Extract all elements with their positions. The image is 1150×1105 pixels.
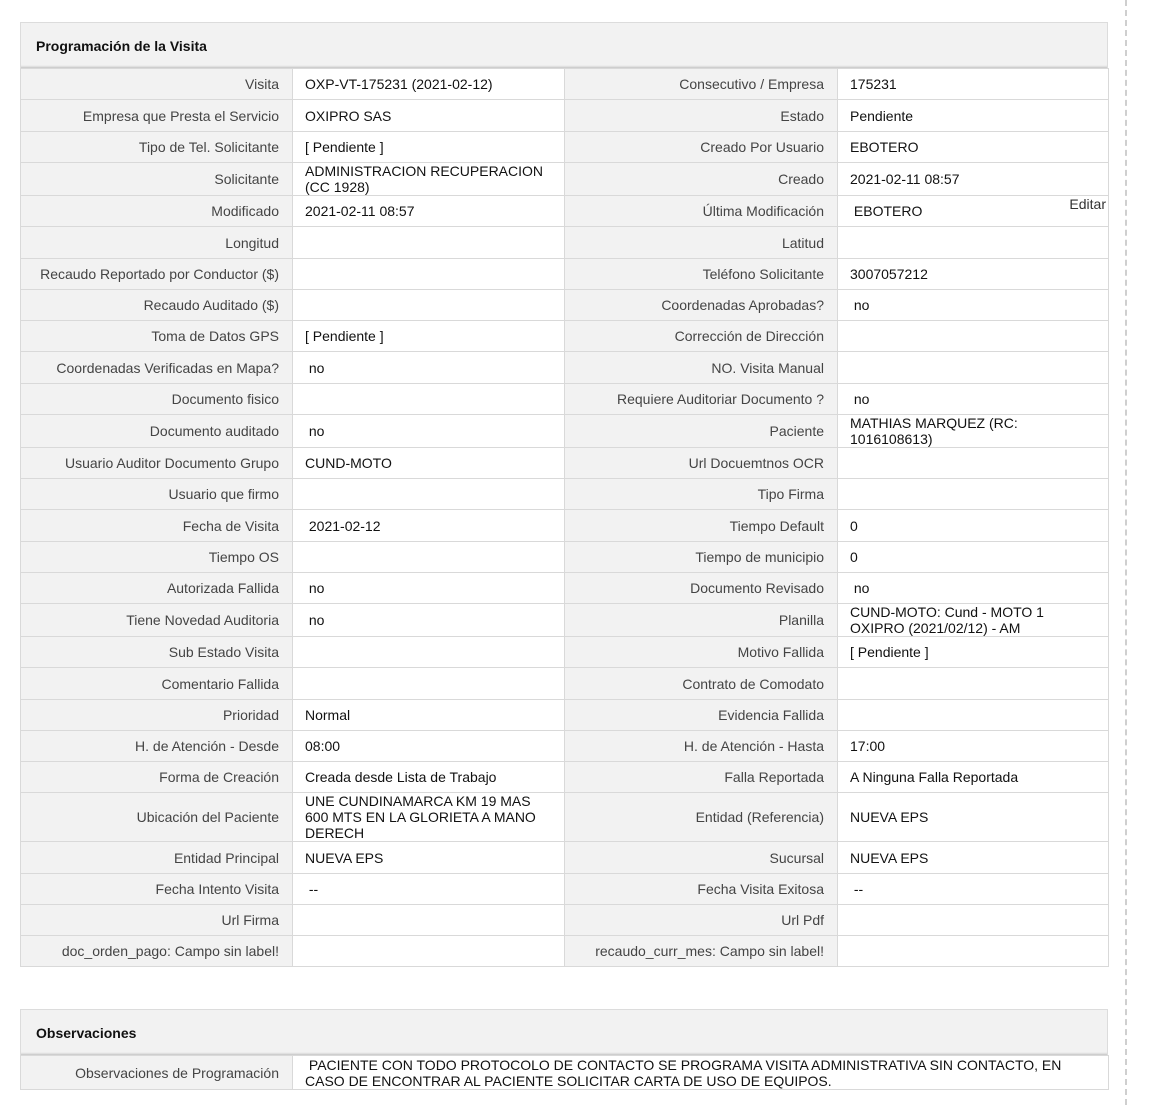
field-value [293, 700, 565, 731]
field-value [838, 542, 1109, 573]
field-label [21, 905, 293, 936]
field-label [565, 604, 838, 637]
table-row [21, 700, 1109, 731]
field-value [293, 542, 565, 573]
field-label [565, 290, 838, 321]
field-value [293, 163, 565, 196]
table-row [21, 259, 1109, 290]
field-value [838, 227, 1109, 259]
field-label [565, 100, 838, 132]
field-value [838, 510, 1109, 542]
field-label [21, 352, 293, 384]
field-label-text: Visita [245, 76, 279, 92]
field-label-text: doc_orden_pago: Campo sin label! [61, 943, 279, 959]
field-value [293, 731, 565, 762]
field-value [293, 842, 565, 874]
field-label [21, 69, 293, 100]
field-label-text: Url Firma [221, 912, 279, 928]
field-label [565, 905, 838, 936]
field-value-text: 08:00 [305, 738, 341, 754]
field-value-text: Creada desde Lista de Trabajo [305, 769, 497, 785]
field-label-text: Recaudo Reportado por Conductor ($) [40, 266, 279, 282]
programacion-header [20, 22, 1108, 68]
field-label-text: Latitud [781, 234, 824, 251]
field-label-text: Estado [780, 107, 824, 124]
field-label-text: Tipo Firma [757, 486, 824, 502]
field-value [838, 700, 1109, 731]
field-value [838, 936, 1109, 967]
field-value [293, 100, 565, 132]
field-label [21, 542, 293, 573]
field-value-text: NUEVA EPS [305, 849, 384, 866]
field-label [21, 762, 293, 793]
field-label [21, 384, 293, 415]
field-value-text: 2021-02-11 08:57 [850, 171, 960, 187]
field-label-text: Planilla [778, 612, 824, 628]
programacion-table [20, 68, 1109, 967]
table-row [21, 321, 1109, 352]
field-value [838, 842, 1109, 874]
field-value-text: -- [850, 881, 864, 897]
field-value-text: Pendiente [850, 107, 914, 124]
field-value-text: 0 [850, 549, 858, 565]
table-row [21, 793, 1109, 842]
observaciones-panel [20, 1009, 1108, 1090]
field-value-text: NUEVA EPS [850, 849, 929, 866]
field-value-text: no [305, 580, 325, 596]
field-value [293, 415, 565, 448]
field-label [565, 731, 838, 762]
field-label [565, 573, 838, 604]
field-label-text: Creado [778, 171, 824, 187]
observaciones-header [20, 1009, 1108, 1055]
field-label-text: Documento Revisado [690, 580, 824, 596]
field-value [293, 290, 565, 321]
table-row [21, 762, 1109, 793]
field-label [565, 793, 838, 842]
table-row [21, 227, 1109, 259]
field-label-text: Fecha de Visita [182, 517, 279, 534]
field-value [838, 290, 1109, 321]
field-label [565, 196, 838, 227]
field-value-text: 3007057212 [850, 266, 928, 282]
field-value-text: no [305, 612, 325, 628]
field-value-text: A Ninguna Falla Reportada [850, 769, 1019, 785]
field-value [838, 69, 1109, 100]
field-value [838, 731, 1109, 762]
table-row [21, 905, 1109, 936]
field-label [21, 259, 293, 290]
field-value-text: NUEVA EPS [850, 809, 929, 825]
field-label [565, 542, 838, 573]
table-row [21, 637, 1109, 668]
table-row [21, 163, 1109, 196]
field-label-text: Documento fisico [171, 391, 279, 407]
field-label [21, 132, 293, 163]
field-value [838, 637, 1109, 668]
field-label [21, 604, 293, 637]
edit-link[interactable]: Editar [1069, 196, 1106, 212]
field-value-text: no [305, 423, 325, 439]
field-value [838, 415, 1109, 448]
field-label [21, 936, 293, 967]
field-label [565, 163, 838, 196]
programacion-table-body [21, 69, 1109, 967]
field-label-text: Motivo Fallida [737, 644, 824, 660]
field-value-text: ADMINISTRACION RECUPERACION (CC 1928) [305, 163, 547, 195]
field-label [21, 637, 293, 668]
field-label-text: Autorizada Fallida [166, 580, 279, 596]
field-value [838, 573, 1109, 604]
field-value-text: no [850, 580, 870, 596]
table-row [21, 573, 1109, 604]
table-row [21, 1056, 1109, 1090]
field-label-text: Comentario Fallida [161, 675, 279, 692]
table-row [21, 668, 1109, 700]
field-label-text: Tiene Novedad Auditoria [126, 612, 279, 628]
field-label [565, 842, 838, 874]
field-value-text: no [305, 359, 325, 376]
table-row [21, 69, 1109, 100]
field-label-text: Teléfono Solicitante [702, 266, 824, 282]
field-value [293, 874, 565, 905]
field-label-text: Entidad Principal [173, 849, 279, 866]
field-label [21, 510, 293, 542]
field-value [293, 384, 565, 415]
field-value: PACIENTE CON TODO PROTOCOLO DE CONTACTO SE PROGRAMA VISITA ADMINISTRATIVA SIN CONTACTO, EN CASO DE ENCONTRAR AL PACIENTE SOLICITAR CARTA DE USO DE EQUIPOS. [293, 1056, 1109, 1090]
field-label-text: Coordenadas Verificadas en Mapa? [56, 359, 279, 376]
field-value-text: 175231 [850, 76, 897, 92]
field-value-text: [ Pendiente ] [305, 328, 384, 344]
field-label-text: Sucursal [769, 849, 824, 866]
field-value [293, 196, 565, 227]
field-value [838, 352, 1109, 384]
field-label-text: Modificado [211, 203, 279, 219]
field-label-text: Consecutivo / Empresa [679, 76, 824, 92]
field-label-text: Contrato de Comodato [682, 675, 824, 692]
table-row [21, 936, 1109, 967]
field-label-text: H. de Atención - Desde [135, 738, 279, 754]
field-value [838, 905, 1109, 936]
field-label [21, 573, 293, 604]
programacion-panel [20, 22, 1108, 967]
field-label: Observaciones de Programación [21, 1056, 293, 1090]
field-label-text: Corrección de Dirección [674, 328, 824, 344]
table-row [21, 132, 1109, 163]
field-label-text: Solicitante [214, 171, 279, 187]
field-value-text: CUND-MOTO: Cund - MOTO 1 OXIPRO (2021/02/12) - AM [850, 604, 1048, 636]
field-label-text: Toma de Datos GPS [151, 328, 279, 344]
field-label [565, 637, 838, 668]
table-row [21, 731, 1109, 762]
field-label-text: Fecha Intento Visita [155, 881, 279, 897]
field-value [293, 905, 565, 936]
field-value-text: 2021-02-11 08:57 [305, 203, 415, 219]
field-value-text: 2021-02-12 [305, 517, 381, 534]
programacion-title: Programación de la Visita [36, 38, 207, 54]
field-label-text: Sub Estado Visita [168, 644, 279, 660]
field-label-text: Empresa que Presta el Servicio [82, 107, 279, 124]
field-value [838, 259, 1109, 290]
field-label [565, 321, 838, 352]
field-label [565, 132, 838, 163]
table-row [21, 352, 1109, 384]
field-value [293, 510, 565, 542]
field-label [21, 668, 293, 700]
field-label [21, 196, 293, 227]
field-value-text: MATHIAS MARQUEZ (RC: 1016108613) [850, 415, 1022, 447]
field-label [21, 100, 293, 132]
table-row [21, 510, 1109, 542]
field-label [21, 793, 293, 842]
table-row [21, 384, 1109, 415]
field-value [838, 479, 1109, 510]
field-value [293, 227, 565, 259]
field-value [293, 448, 565, 479]
table-row [21, 479, 1109, 510]
table-row [21, 542, 1109, 573]
field-label [565, 227, 838, 259]
field-label [565, 700, 838, 731]
field-value-text: no [850, 297, 870, 313]
field-label-text: H. de Atención - Hasta [683, 738, 824, 754]
field-value [293, 259, 565, 290]
field-label-text: Recaudo Auditado ($) [143, 297, 279, 313]
field-label-text: Fecha Visita Exitosa [697, 881, 824, 897]
field-value [293, 69, 565, 100]
field-label-text: Usuario Auditor Documento Grupo [65, 455, 279, 471]
field-value [293, 352, 565, 384]
field-value-text: Normal [305, 707, 351, 723]
field-label [565, 762, 838, 793]
field-label-text: Forma de Creación [159, 769, 279, 785]
table-row [21, 448, 1109, 479]
field-label-text: Prioridad [222, 707, 279, 723]
field-value [293, 668, 565, 700]
field-label [21, 227, 293, 259]
field-value [838, 384, 1109, 415]
field-label-text: Documento auditado [149, 423, 279, 439]
field-label [21, 731, 293, 762]
table-row [21, 290, 1109, 321]
field-label-text: Tiempo de municipio [695, 549, 824, 565]
field-label [565, 668, 838, 700]
field-label [565, 259, 838, 290]
field-value-text: EBOTERO [850, 139, 919, 155]
field-label-text: Requiere Auditoriar Documento ? [616, 391, 824, 407]
field-label-text: Tipo de Tel. Solicitante [138, 139, 279, 155]
field-value [838, 100, 1109, 132]
field-value-text: 17:00 [850, 738, 886, 754]
field-value [293, 793, 565, 842]
field-label-text: recaudo_curr_mes: Campo sin label! [595, 943, 824, 959]
field-value [838, 604, 1109, 637]
field-value [293, 604, 565, 637]
field-label [21, 415, 293, 448]
field-label [565, 874, 838, 905]
field-value-text: UNE CUNDINAMARCA KM 19 MAS 600 MTS EN LA GLORIETA A MANO DERECH [305, 793, 540, 841]
field-label [21, 479, 293, 510]
field-value [293, 479, 565, 510]
field-value [838, 668, 1109, 700]
field-label-text: Falla Reportada [724, 769, 824, 785]
table-row [21, 842, 1109, 874]
field-label [565, 510, 838, 542]
field-label [565, 69, 838, 100]
field-label-text: Ubicación del Paciente [136, 809, 279, 825]
field-label [21, 448, 293, 479]
field-label [565, 936, 838, 967]
table-row [21, 874, 1109, 905]
field-value-text: 0 [850, 517, 858, 534]
field-value-text: [ Pendiente ] [850, 644, 929, 660]
field-label-text: Creado Por Usuario [700, 139, 824, 155]
field-label [565, 479, 838, 510]
field-label-text: Coordenadas Aprobadas? [661, 297, 824, 313]
field-label [565, 448, 838, 479]
field-value [293, 762, 565, 793]
field-label-text: Última Modificación [702, 203, 824, 219]
field-label [565, 384, 838, 415]
field-label [21, 842, 293, 874]
field-label-text: Entidad (Referencia) [695, 809, 824, 825]
field-value-text: EBOTERO [850, 203, 923, 219]
table-row [21, 415, 1109, 448]
field-value-text: [ Pendiente ] [305, 139, 384, 155]
field-value [838, 793, 1109, 842]
field-value [838, 874, 1109, 905]
field-label-text: Evidencia Fallida [718, 707, 824, 723]
observaciones-title: Observaciones [36, 1025, 137, 1041]
field-value-text: OXP-VT-175231 (2021-02-12) [305, 76, 493, 92]
field-label-text: Tiempo OS [208, 549, 279, 565]
observaciones-table [20, 1055, 1109, 1090]
table-row [21, 604, 1109, 637]
field-label [565, 415, 838, 448]
field-value [293, 321, 565, 352]
field-value [293, 573, 565, 604]
field-value [838, 762, 1109, 793]
field-value-text: no [850, 391, 870, 407]
field-value-text: -- [305, 881, 319, 897]
field-label [565, 352, 838, 384]
field-value [838, 196, 1109, 227]
field-label [21, 163, 293, 196]
field-label [21, 874, 293, 905]
field-label-text: Tiempo Default [729, 517, 824, 534]
field-value [293, 637, 565, 668]
field-label [21, 290, 293, 321]
field-label-text: Url Pdf [781, 912, 824, 928]
page-border-dashed [1125, 0, 1127, 1105]
field-value [838, 163, 1109, 196]
field-label-text: Usuario que firmo [168, 486, 279, 502]
field-value [838, 448, 1109, 479]
field-value-text: CUND-MOTO [305, 455, 392, 471]
field-label [21, 700, 293, 731]
field-label-text: Paciente [769, 423, 824, 439]
field-label [21, 321, 293, 352]
field-value-text: OXIPRO SAS [305, 107, 392, 124]
field-label-text: Longitud [225, 234, 279, 251]
table-row [21, 100, 1109, 132]
field-value [293, 132, 565, 163]
field-label-text: NO. Visita Manual [711, 359, 824, 376]
field-value [293, 936, 565, 967]
field-value [838, 132, 1109, 163]
field-value [838, 321, 1109, 352]
table-row [21, 196, 1109, 227]
field-label-text: Url Docuemtnos OCR [688, 455, 824, 471]
